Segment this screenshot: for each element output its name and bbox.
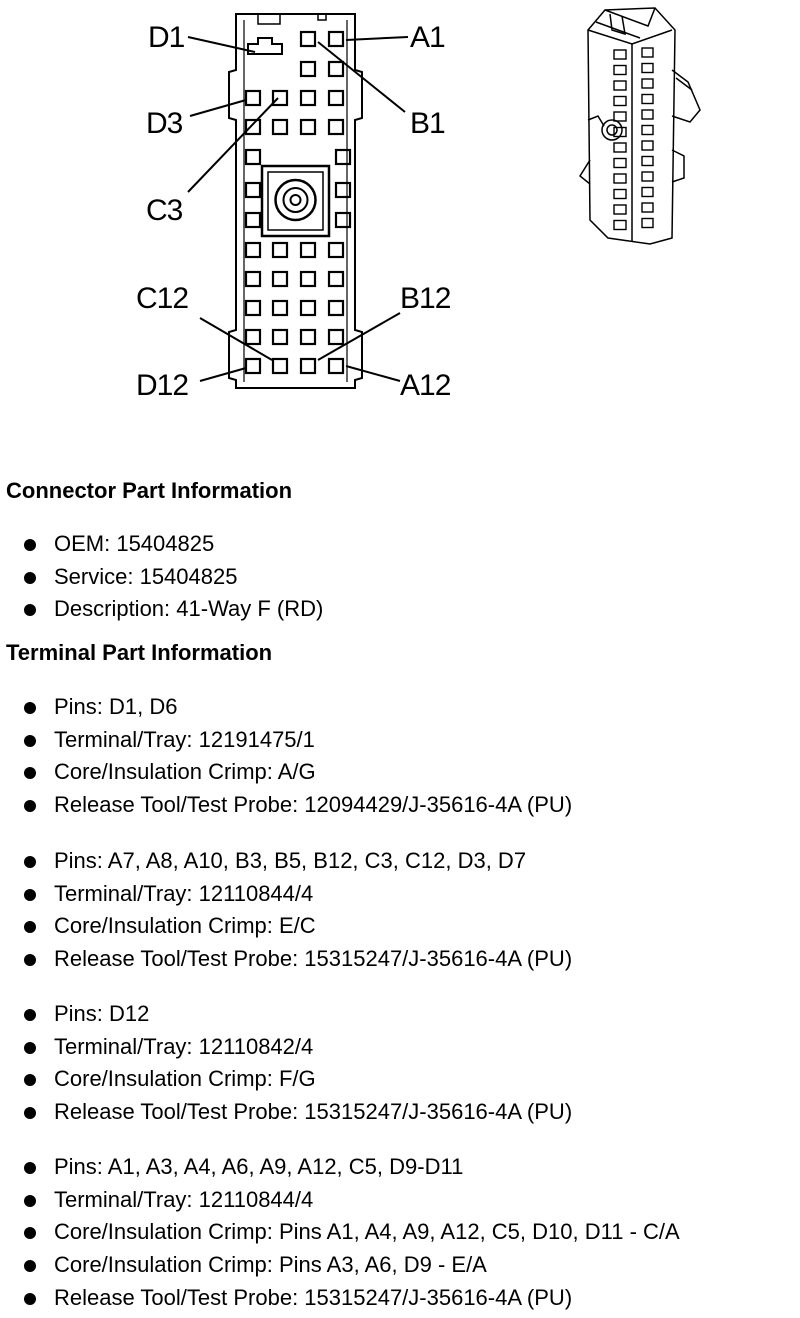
connector-part-list — [24, 530, 323, 628]
iso-slot — [642, 64, 653, 73]
pin-cavity — [336, 213, 350, 227]
pin-cavity — [329, 32, 343, 46]
terminal-group — [24, 847, 572, 978]
terminal-part-heading: Terminal Part Information — [6, 640, 273, 665]
terminal-info-item: Pins: A7, A8, A10, B3, B5, B12, C3, C12, D3, D7 — [24, 847, 572, 880]
pin-cavity — [273, 272, 287, 286]
pin-cavity — [329, 120, 343, 134]
terminal-info-item: Release Tool/Test Probe: 12094429/J-35616-4A (PU) — [24, 791, 572, 824]
iso-slot — [642, 126, 653, 135]
pin-cavity — [329, 91, 343, 105]
pin-cavity — [329, 301, 343, 315]
pin-cavity — [301, 359, 315, 373]
pin-cavity — [301, 330, 315, 344]
pin-label-d12: D12 — [136, 369, 189, 402]
pin-cavity — [301, 120, 315, 134]
pin-label-a1: A1 — [410, 21, 445, 54]
pin-cavity — [273, 243, 287, 257]
pin-cavity — [329, 272, 343, 286]
pin-cavity — [246, 183, 260, 197]
iso-slot — [642, 172, 653, 181]
pin-label-c3: C3 — [146, 194, 183, 227]
terminal-group — [24, 1153, 680, 1316]
connector-part-heading: Connector Part Information — [6, 478, 293, 503]
terminal-info-item: Pins: A1, A3, A4, A6, A9, A12, C5, D9-D11 — [24, 1153, 680, 1186]
connector-isometric-view — [580, 8, 700, 244]
terminal-info-item: Release Tool/Test Probe: 15315247/J-35616-4A (PU) — [24, 1284, 680, 1317]
pin-cavity — [273, 359, 287, 373]
connector-info-item: Service: 15404825 — [24, 563, 323, 596]
iso-slot — [614, 190, 626, 199]
iso-slot — [614, 81, 626, 90]
pin-label-b12: B12 — [400, 282, 451, 315]
iso-slot — [614, 50, 626, 59]
connector-info-item: Description: 41-Way F (RD) — [24, 595, 323, 628]
pin-cavity — [246, 359, 260, 373]
iso-slot — [642, 95, 653, 104]
terminal-info-item: Core/Insulation Crimp: E/C — [24, 912, 572, 945]
pin-cavity — [273, 120, 287, 134]
terminal-info-item: Core/Insulation Crimp: Pins A3, A6, D9 - E/A — [24, 1251, 680, 1284]
pin-cavity — [329, 330, 343, 344]
iso-slot — [642, 48, 653, 57]
pin-cavity — [329, 62, 343, 76]
iso-slot — [642, 188, 653, 197]
terminal-group — [24, 693, 572, 824]
pin-cavity — [336, 183, 350, 197]
terminal-info-item: Terminal/Tray: 12110844/4 — [24, 880, 572, 913]
iso-slot — [614, 66, 626, 75]
terminal-info-item: Terminal/Tray: 12110842/4 — [24, 1033, 572, 1066]
pin-label-d3: D3 — [146, 107, 183, 140]
leader-lines — [188, 37, 408, 381]
pin-cavity — [329, 359, 343, 373]
pin-label-b1: B1 — [410, 107, 445, 140]
terminal-info-item: Pins: D1, D6 — [24, 693, 572, 726]
pin-cavity — [273, 301, 287, 315]
terminal-info-item: Release Tool/Test Probe: 15315247/J-35616-4A (PU) — [24, 945, 572, 978]
terminal-info-item: Core/Insulation Crimp: A/G — [24, 758, 572, 791]
pin-cavity — [246, 301, 260, 315]
pin-label-d1: D1 — [148, 21, 185, 54]
connector-info-item: OEM: 15404825 — [24, 530, 323, 563]
pin-cavity — [246, 91, 260, 105]
pin-cavity — [246, 150, 260, 164]
iso-slot — [642, 110, 653, 119]
iso-slot — [614, 112, 626, 121]
pin-cavity — [246, 243, 260, 257]
pin-cavity — [301, 243, 315, 257]
iso-slot — [614, 143, 626, 152]
terminal-info-item: Core/Insulation Crimp: F/G — [24, 1065, 572, 1098]
terminal-info-item: Pins: D12 — [24, 1000, 572, 1033]
pin-cavity — [273, 91, 287, 105]
terminal-info-item: Terminal/Tray: 12191475/1 — [24, 726, 572, 759]
iso-slot — [642, 219, 653, 228]
connector-face — [229, 14, 362, 388]
pin-cavity — [273, 330, 287, 344]
pin-label-a12: A12 — [400, 369, 451, 402]
pin-label-c12: C12 — [136, 282, 189, 315]
iso-slot — [642, 203, 653, 212]
terminal-info-item: Release Tool/Test Probe: 15315247/J-35616-4A (PU) — [24, 1098, 572, 1131]
pin-cavity — [246, 272, 260, 286]
pin-cavity — [301, 62, 315, 76]
pin-cavity — [246, 213, 260, 227]
pin-cavity — [336, 150, 350, 164]
pin-cavity — [301, 32, 315, 46]
iso-slot — [614, 97, 626, 106]
terminal-info-item: Core/Insulation Crimp: Pins A1, A4, A9, A12, C5, D10, D11 - C/A — [24, 1218, 680, 1251]
pin-cavity — [329, 243, 343, 257]
iso-slot — [614, 159, 626, 168]
terminal-info-item: Terminal/Tray: 12110844/4 — [24, 1186, 680, 1219]
pin-cavity — [246, 120, 260, 134]
terminal-group — [24, 1000, 572, 1131]
iso-slot — [614, 174, 626, 183]
iso-slot — [642, 79, 653, 88]
connector-diagram — [0, 0, 800, 420]
iso-slot — [614, 205, 626, 214]
pin-cavity — [301, 301, 315, 315]
iso-slot — [642, 141, 653, 150]
iso-slot — [614, 221, 626, 230]
pin-cavity — [301, 272, 315, 286]
pin-cavity — [301, 91, 315, 105]
pin-cavity — [246, 330, 260, 344]
iso-slot — [642, 157, 653, 166]
